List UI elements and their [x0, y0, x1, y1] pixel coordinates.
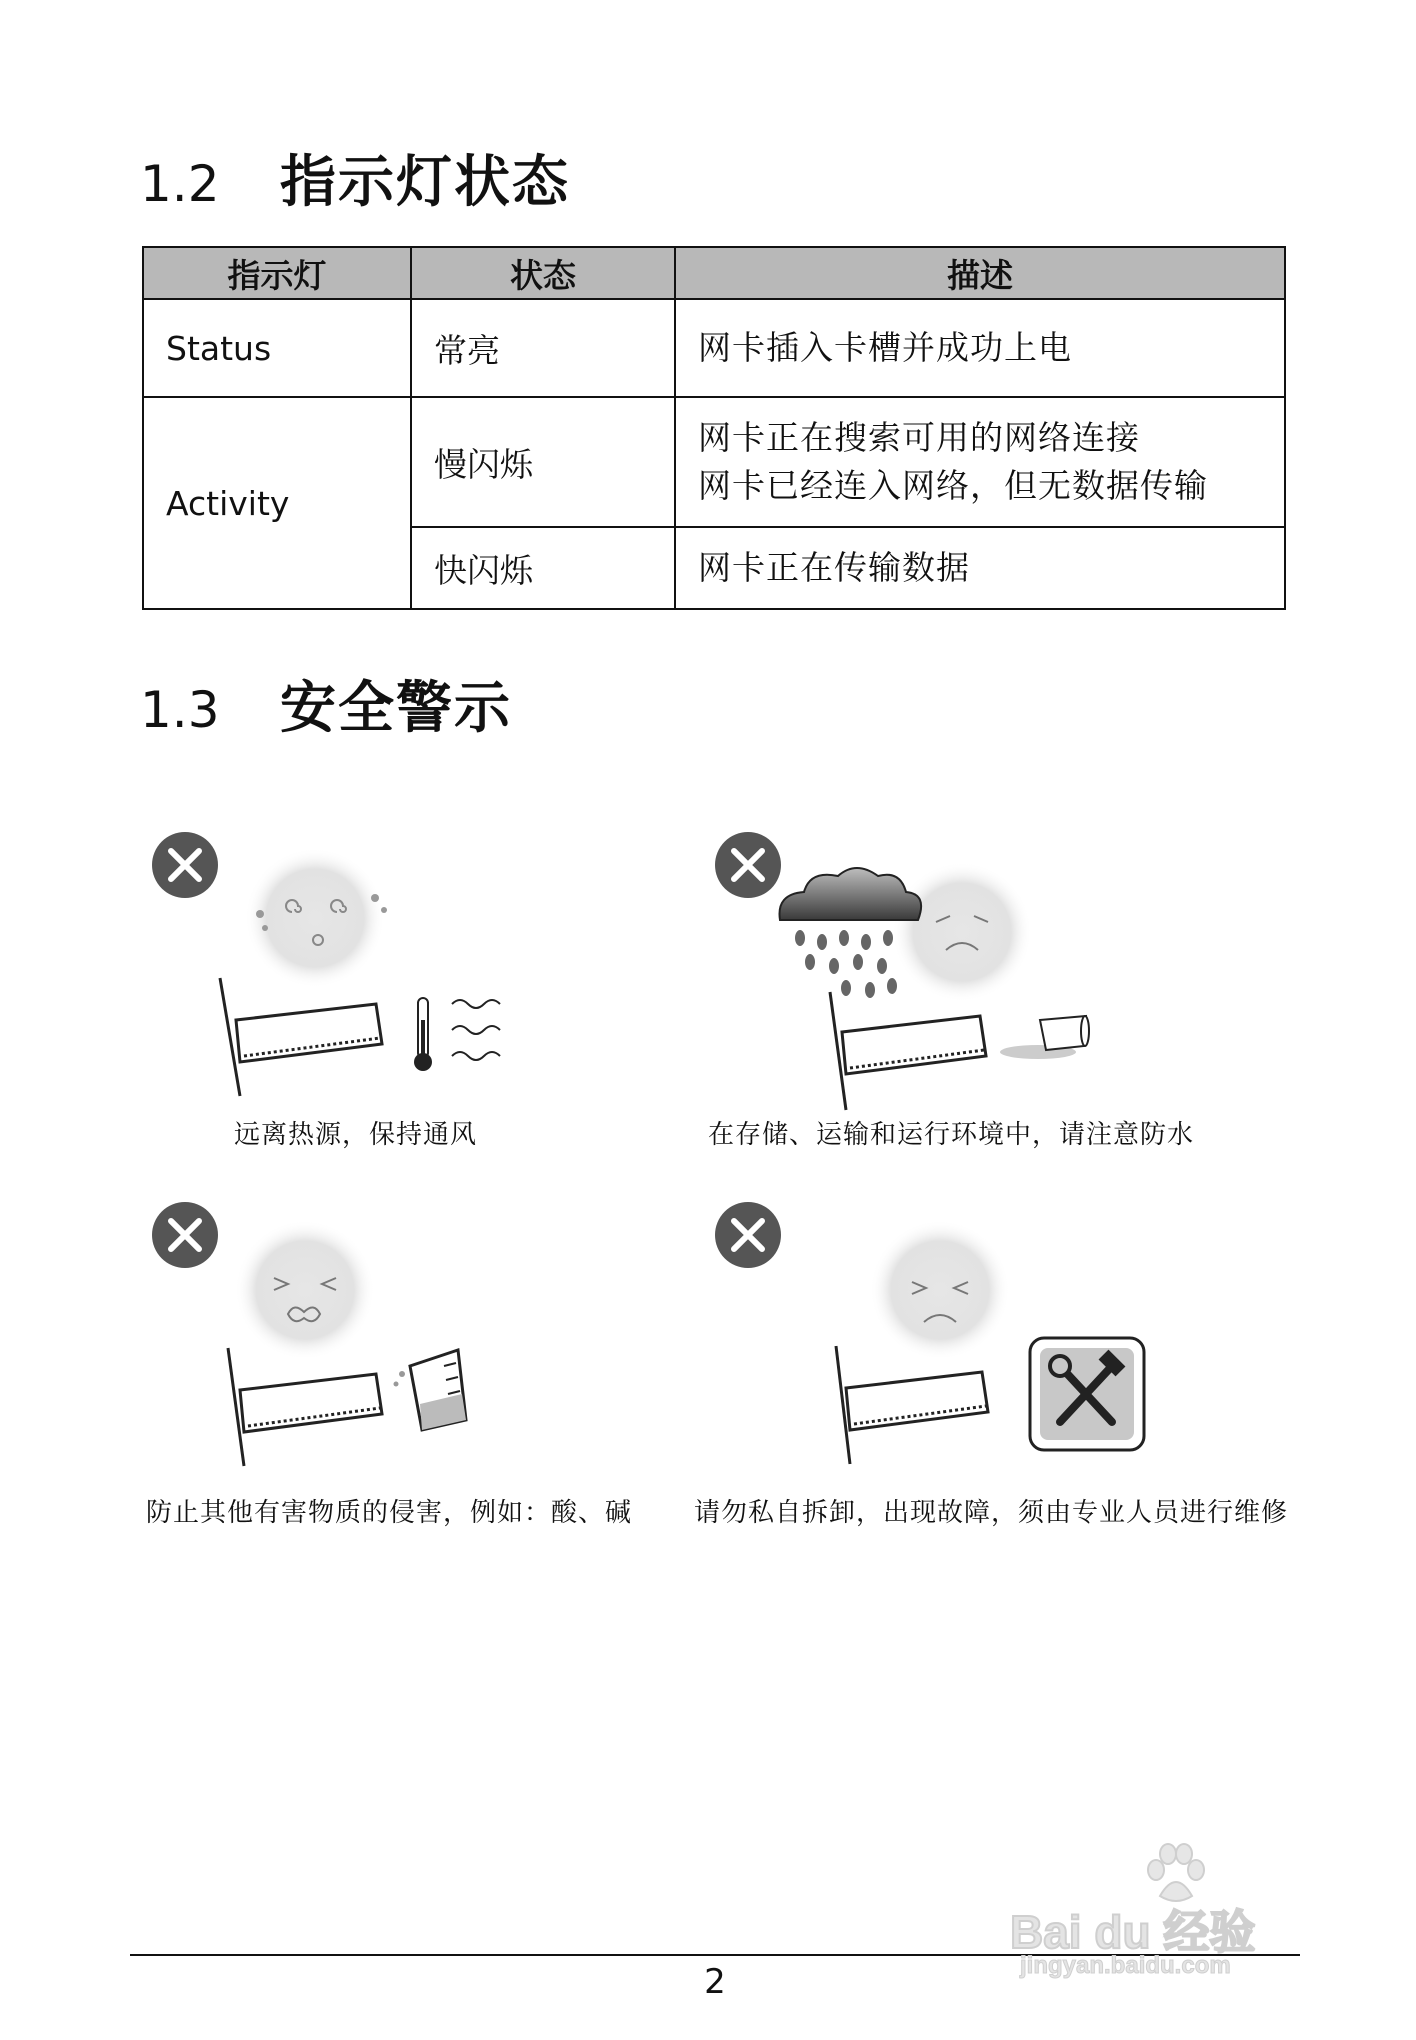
warning-caption: 请勿私自拆卸，出现故障，须由专业人员进行维修: [694, 1498, 1289, 1528]
description-cell: 网卡正在传输数据: [675, 527, 1285, 609]
page-number: 2: [704, 1962, 726, 2002]
prohibit-icon: [715, 1202, 781, 1268]
warning-caption: 远离热源，保持通风: [234, 1120, 478, 1150]
header-indicator: 指示灯: [143, 247, 411, 299]
state-cell: 常亮: [411, 299, 675, 397]
warning-panel-chemicals: [140, 1190, 700, 1570]
beaker-icon: [394, 1350, 467, 1430]
indicator-status-table: [142, 246, 1286, 610]
baidu-watermark: [1010, 1840, 1340, 1990]
network-card: [830, 992, 986, 1110]
table-row: [143, 397, 1285, 527]
repair-illustration: [700, 1190, 1260, 1530]
heat-illustration: [140, 820, 700, 1160]
indicator-cell: Activity: [143, 397, 411, 609]
tools-icon: [1030, 1338, 1144, 1450]
chemical-illustration: [140, 1190, 700, 1530]
warning-caption: 防止其他有害物质的侵害，例如：酸、碱: [146, 1498, 633, 1528]
table-row: [143, 299, 1285, 397]
warning-panel-water: [700, 820, 1260, 1200]
state-cell: 慢闪烁: [411, 397, 675, 527]
indicator-cell: Status: [143, 299, 411, 397]
section-heading-1-2: [140, 138, 570, 218]
state-cell: 快闪烁: [411, 527, 675, 609]
section-number: 1.3: [140, 681, 220, 739]
section-title: 指示灯状态: [280, 150, 570, 215]
spilled-cup-icon: [1000, 1016, 1089, 1059]
section-heading-1-3: [140, 664, 512, 744]
section-title: 安全警示: [280, 676, 512, 741]
network-card: [228, 1348, 382, 1466]
header-state: 状态: [411, 247, 675, 299]
warning-panel-repair: [694, 1190, 1289, 1570]
water-illustration: [700, 820, 1260, 1160]
description-cell: 网卡插入卡槽并成功上电: [675, 299, 1285, 397]
prohibit-icon: [715, 832, 781, 898]
description-cell: 网卡正在搜索可用的网络连接 网卡已经连入网络，但无数据传输: [675, 397, 1285, 527]
warning-panel-heat: [140, 820, 700, 1200]
network-card: [836, 1346, 988, 1464]
prohibit-icon: [152, 832, 218, 898]
watermark-brand: Bai du 经验: [1010, 1906, 1256, 1958]
section-number: 1.2: [140, 155, 220, 213]
prohibit-icon: [152, 1202, 218, 1268]
header-description: 描述: [675, 247, 1285, 299]
heat-thermometer-icon: [414, 998, 500, 1071]
warning-caption: 在存储、运输和运行环境中，请注意防水: [708, 1120, 1195, 1150]
network-card: [220, 978, 382, 1096]
watermark-url: jingyan.baidu.com: [1020, 1952, 1231, 1979]
